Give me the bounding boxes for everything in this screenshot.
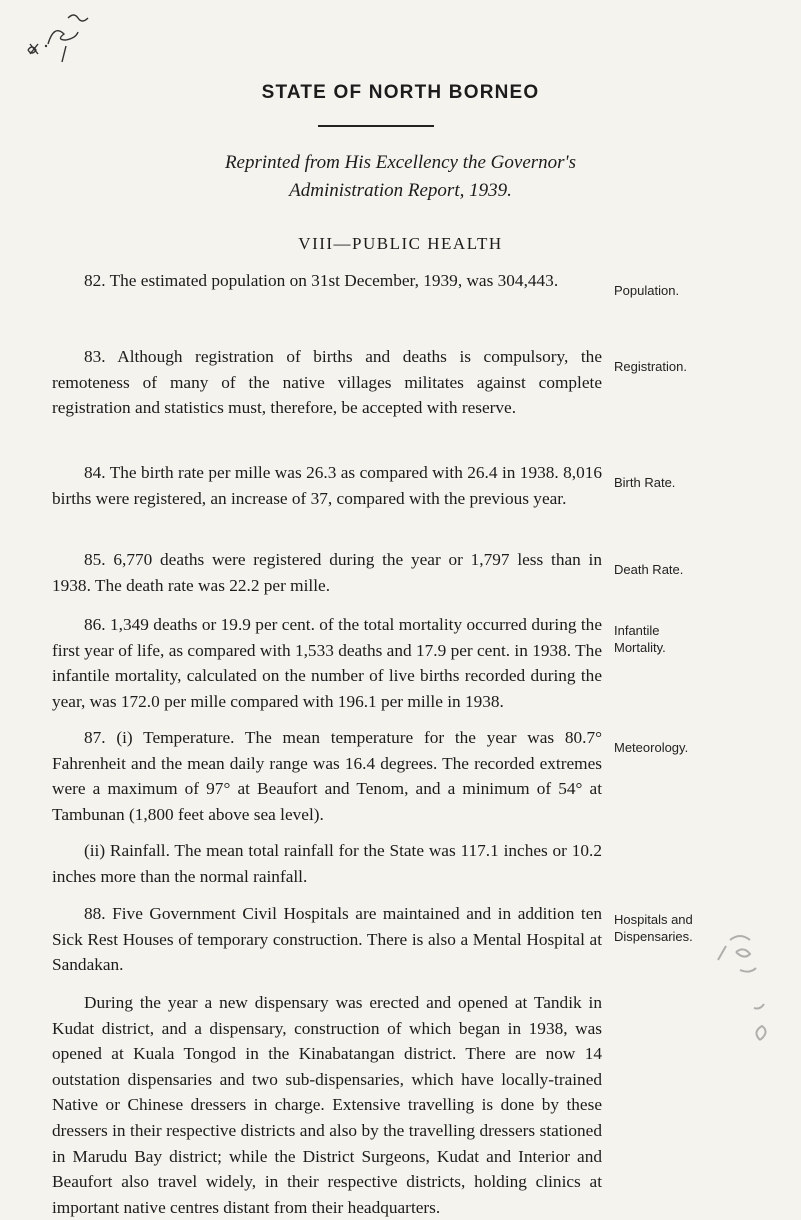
paragraph-87-rainfall: (ii) Rainfall. The mean total rainfall for the State was 117.1 inches or 10.2 inches more than the normal rainfall. bbox=[52, 841, 602, 886]
section-title: VIII—PUBLIC HEALTH bbox=[298, 234, 503, 253]
margin-note-hospitals-line-1: Hospitals and bbox=[614, 912, 693, 927]
margin-note-meteorology: Meteorology. bbox=[614, 740, 689, 755]
margin-note-infantile-line-2: Mortality. bbox=[614, 640, 666, 655]
margin-note-birth-rate: Birth Rate. bbox=[614, 475, 676, 490]
paragraph-83: 83. Although registration of births and deaths is compulsory, the remoteness of many of the native villages militates against complete registration and statistics must, therefore, be accepted with reserve. bbox=[52, 347, 602, 418]
faded-stamp-icon bbox=[700, 890, 800, 1060]
paragraph-88-hospitals: 88. Five Government Civil Hospitals are maintained and in addition ten Sick Rest Houses of temporary construction. There is also a Mental Hospital at Sandakan. bbox=[52, 904, 602, 975]
header-divider bbox=[318, 125, 434, 127]
reprint-note bbox=[0, 149, 801, 205]
margin-note-death-rate: Death Rate. bbox=[614, 562, 684, 577]
paragraph-85: 85. 6,770 deaths were registered during the year or 1,797 less than in 1938. The death rate was 22.2 per mille. bbox=[52, 550, 602, 595]
reprint-line-1: Reprinted from His Excellency the Governor's bbox=[224, 152, 577, 173]
reprint-line-2: Administration Report, 1939. bbox=[289, 180, 512, 201]
document-header: STATE OF NORTH BORNEO bbox=[261, 82, 540, 103]
paragraph-84: 84. The birth rate per mille was 26.3 as compared with 26.4 in 1938. 8,016 births were registered, an increase of 37, compared with the previous year. bbox=[52, 463, 602, 508]
margin-note-infantile-line-1: Infantile bbox=[614, 623, 660, 638]
margin-note-hospitals-line-2: Dispensaries. bbox=[614, 929, 693, 944]
paragraph-86: 86. 1,349 deaths or 19.9 per cent. of the total mortality occurred during the first year of life, as compared with 1,533 deaths and 17.9 per cent. in 1938. The infantile mortality, calculated on the number of live births recorded during the year, was 172.0 per mille compared with 196.1 per mille in 1938. bbox=[52, 615, 602, 711]
margin-note-registration: Registration. bbox=[614, 359, 687, 374]
handwritten-mark-icon bbox=[8, 0, 118, 70]
margin-note-population: Population. bbox=[614, 283, 680, 298]
paragraph-87-temperature: 87. (i) Temperature. The mean temperature for the year was 80.7° Fahrenheit and the mean daily range was 16.4 degrees. The recorded extremes were a maximum of 97° at Beaufort and Tenom, and a minimum of 54° at Tambunan (1,800 feet above sea level). bbox=[52, 728, 602, 824]
paragraph-82: 82. The estimated population on 31st December, 1939, was 304,443. bbox=[84, 271, 559, 290]
margin-note-infantile-mortality bbox=[614, 622, 794, 656]
paragraph-88-dispensaries: During the year a new dispensary was erected and opened at Tandik in Kudat district, and a dispensary, construction of which began in 1938, was opened at Kuala Tongod in the Kinabatangan district. There are now 14 outstation dispensaries and two sub-dispensaries, which have locally-trained Native or Chinese dressers in charge. Extensive travelling is done by these dressers in their respective districts and also by the travelling dressers stationed in Marudu Bay district; while the District Surgeons, Kudat and Interior and Beaufort also travel widely, in their respective districts, holding clinics at important native centres distant from their headquarters. bbox=[52, 993, 602, 1217]
